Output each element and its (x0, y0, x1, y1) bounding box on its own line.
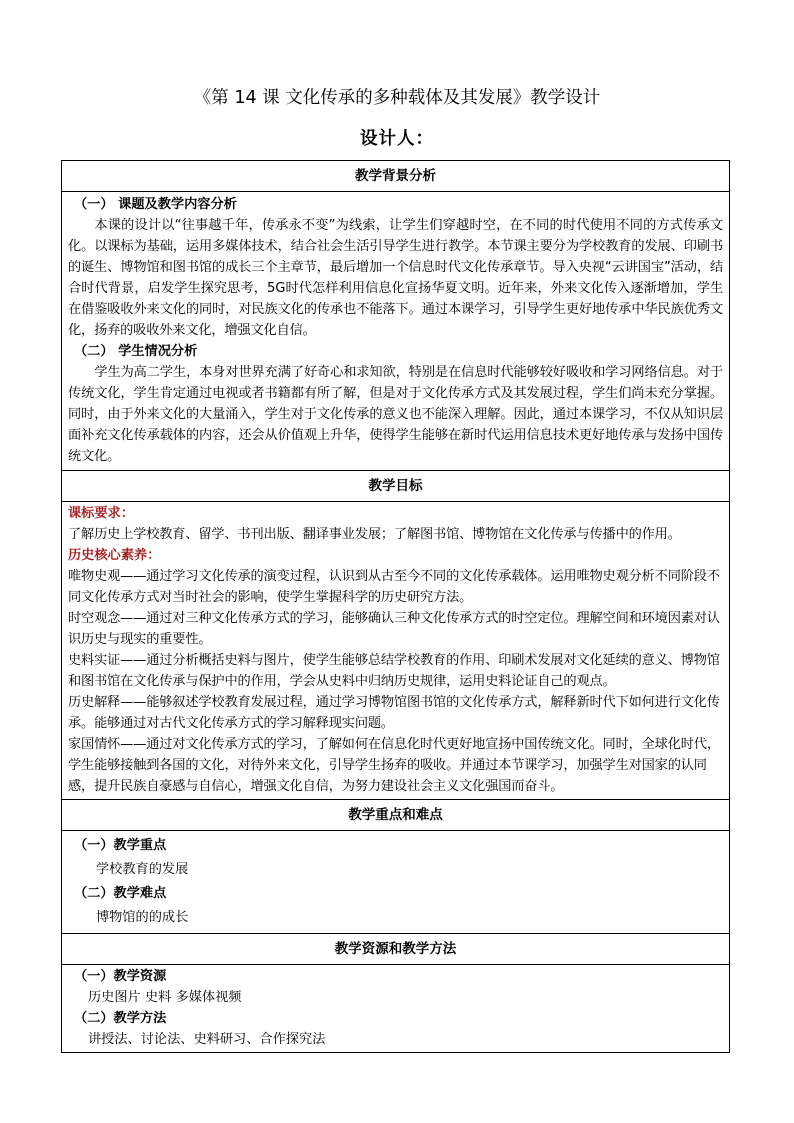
section-body-objectives (62, 502, 729, 800)
document-title: 《第 14 课 文化传承的多种载体及其发展》教学设计 (193, 88, 601, 108)
standard-requirement-text: 了解历史上学校教育、留学、书刊出版、翻译事业发展；了解图书馆、博物馆在文化传承与传播中的作用。 (68, 527, 681, 542)
subheading-teaching-resources: （一）教学资源 (74, 969, 167, 984)
section-heading-objectives: 教学目标 (62, 471, 729, 502)
teaching-difficulty-text: 博物馆的的成长 (96, 910, 189, 925)
section-body-key-points (62, 831, 729, 934)
section-heading-background: 教学背景分析 (62, 161, 729, 192)
section-heading-key-points: 教学重点和难点 (62, 800, 729, 831)
section-body-resources (62, 965, 729, 1052)
author-label: 设计人： (360, 129, 434, 149)
subheading-teaching-focus: （一）教学重点 (74, 838, 167, 853)
section-heading-resources: 教学资源和教学方法 (62, 934, 729, 965)
subheading-content-analysis: （一） 课题及教学内容分析 (74, 197, 237, 212)
teaching-focus-text: 学校教育的发展 (96, 862, 189, 877)
subheading-teaching-difficulty: （二）教学难点 (74, 886, 167, 901)
subheading-student-analysis: （二） 学生情况分析 (74, 344, 198, 359)
standard-requirement-heading: 课标要求： (68, 506, 134, 521)
literacy-item-spacetime: 时空观念——通过对三种文化传承方式的学习，能够确认三种文化传承方式的时空定位。理解空间和环境因素对认识历史与现实的重要性。 (68, 611, 720, 647)
paragraph-student-analysis: 学生为高二学生，本身对世界充满了好奇心和求知欲，特别是在信息时代能够较好吸收和学习网络信息。对于传统文化，学生肯定通过电视或者书籍都有所了解，但是对于文化传承方式及其发展过程，学生们尚未充分掌握。同时，由于外来文化的大量涌入，学生对于文化传承的意义也不能深入理解。因此，通过本课学习，不仅从知识层面补充文化传承载体的内容，还会从价值观上升华，使得学生能够在新时代运用信息技术更好地传承与发扬中国传统文化。 (68, 365, 723, 464)
literacy-item-materialism: 唯物史观——通过学习文化传承的演变过程，认识到从古至今不同的文化传承载体。运用唯物史观分析不同阶段不同文化传承方式对当时社会的影响，使学生掌握科学的历史研究方法。 (68, 569, 720, 605)
paragraph-content-analysis: 本课的设计以“往事越千年，传承永不变”为线索，让学生们穿越时空，在不同的时代使用不同的方式传承文化。以课标为基础，运用多媒体技术，结合社会生活引导学生进行教学。本节课主要分为学校教育的发展、印刷书的诞生、博物馆和图书馆的成长三个主章节，最后增加一个信息时代文化传承章节。导入央视“云讲国宝”活动，结合时代背景，启发学生探究思考，5G时代怎样利用信息化宣扬华夏文明。近年来，外来文化传入逐渐增加，学生在借鉴吸收外来文化的同时，对民族文化的传承也不能落下。通过本课学习，引导学生更好地传承中华民族优秀文化，扬弃的吸收外来文化，增强文化自信。 (68, 218, 723, 338)
teaching-resources-text: 历史图片 史料 多媒体视频 (88, 990, 242, 1005)
literacy-item-interpretation: 历史解释——能够叙述学校教育发展过程，通过学习博物馆图书馆的文化传承方式，解释新时代下如何进行文化传承。能够通过对古代文化传承方式的学习解释现实问题。 (68, 695, 720, 731)
subheading-teaching-methods: （二）教学方法 (74, 1011, 167, 1026)
literacy-item-evidence: 史料实证——通过分析概括史料与图片，使学生能够总结学校教育的作用、印刷术发展对文化延续的意义、博物馆和图书馆在文化传承与保护中的作用，学会从史料中归纳历史规律，运用史料论证自己的观点。 (68, 653, 720, 689)
section-body-background (62, 192, 729, 471)
teaching-methods-text: 讲授法、讨论法、史料研习、合作探究法 (88, 1032, 326, 1047)
core-literacy-heading: 历史核心素养： (68, 548, 161, 563)
literacy-item-patriotism: 家国情怀——通过对文化传承方式的学习，了解如何在信息化时代更好地宣扬中国传统文化。同时，全球化时代，学生能够接触到各国的文化，对待外来文化，引导学生扬弃的吸收。并通过本节课学习，加强学生对国家的认同感，提升民族自豪感与自信心，增强文化自信，为努力建设社会主义文化强国而奋斗。 (68, 737, 720, 794)
lesson-plan-table (61, 160, 730, 1053)
